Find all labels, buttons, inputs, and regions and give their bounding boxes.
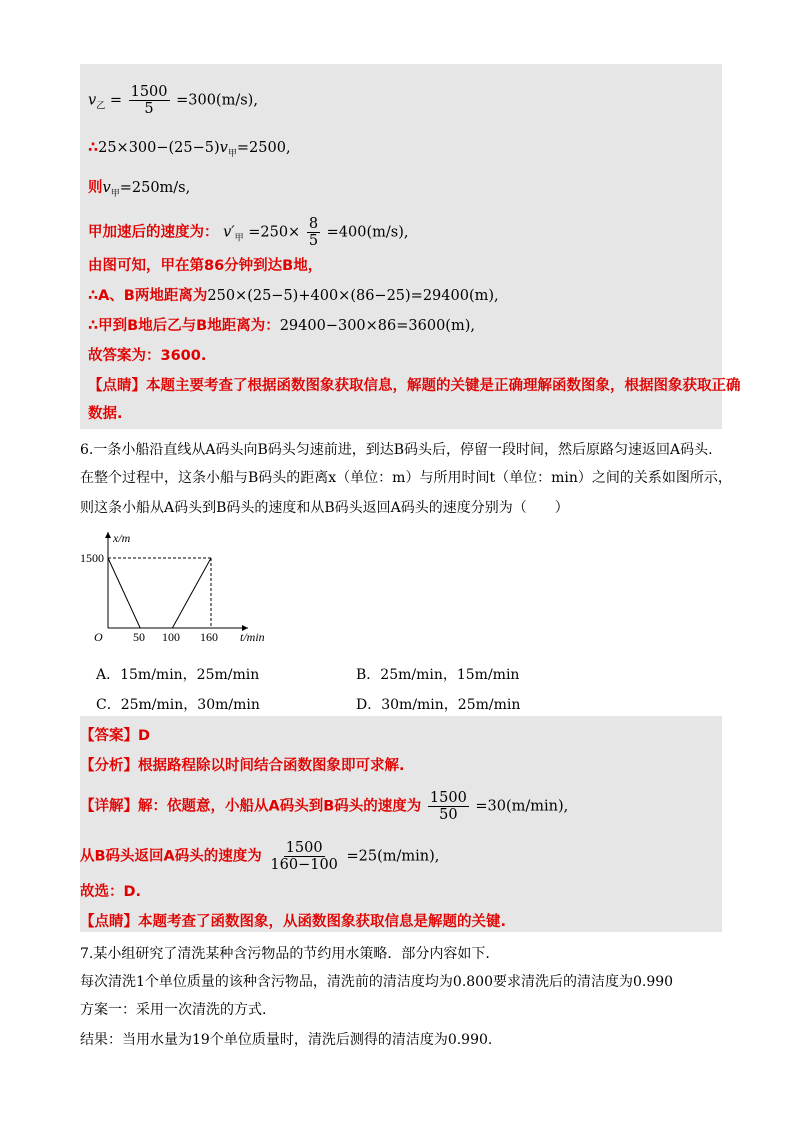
- equals: =: [109, 92, 122, 109]
- question7-line-2: 每次清洗1个单位质量的该种含污物品，清洗前的清洁度均为0.800要求清洗后的清洁度为0.990: [80, 974, 674, 990]
- distance-time-graph: [80, 528, 300, 643]
- fraction-8-5: [307, 216, 320, 249]
- therefore-sign: ∴: [88, 140, 99, 156]
- solution-line-6: [88, 286, 499, 306]
- option-c: C．25m/min，30m/min: [96, 697, 260, 713]
- comment-line: 【点睛】本题考查了函数图象，从函数图象获取信息是解题的关键.: [80, 914, 507, 930]
- question6-line-2: 在整个过程中，这条小船与B码头的距离x（单位：m）与所用时间t（单位：min）之间的关系如图所示，: [80, 470, 732, 486]
- x-tick-160: 160: [200, 630, 218, 643]
- answer-line: 【答案】D: [80, 728, 151, 744]
- comment-line-2: 数据.: [88, 406, 123, 422]
- sub-jia: 甲: [234, 233, 244, 244]
- solution-answer: 故答案为：3600.: [88, 348, 207, 364]
- expr: 25×300−(25−5): [98, 140, 220, 156]
- expr-tail: =30(m/min),: [475, 798, 569, 815]
- comment-line-1: 【点睛】本题主要考查了根据函数图象获取信息，解题的关键是正确理解函数图象，根据图象获取正确: [88, 378, 741, 394]
- x-tick-50: 50: [133, 630, 145, 643]
- sub-jia: 甲: [110, 188, 120, 199]
- var-v: v: [219, 140, 228, 156]
- label: 从B码头返回A码头的速度为: [80, 848, 262, 865]
- option-d: D．30m/min，25m/min: [356, 697, 521, 713]
- answer-block: [80, 716, 722, 932]
- frac-den: 5: [308, 233, 319, 249]
- option-a: A．15m/min，25m/min: [96, 667, 260, 683]
- solution-line-5: 由图可知，甲在第86分钟到达B地，: [88, 258, 323, 274]
- y-axis-label: x/m: [113, 531, 131, 545]
- question7-line-3: 方案一：采用一次清洗的方式.: [80, 1002, 267, 1018]
- detail-line: [80, 790, 568, 823]
- x-axis-label: t/min: [240, 630, 265, 643]
- expr-mid: =250×: [248, 224, 301, 241]
- option-b: B．25m/min，15m/min: [356, 667, 520, 683]
- series-segment-3: [172, 558, 211, 628]
- var-v: v: [102, 180, 111, 196]
- expr: 250×(25−5)+400×(86−25)=29400(m),: [207, 288, 499, 304]
- sub-yi: 乙: [96, 101, 106, 112]
- frac-num: 1500: [285, 840, 323, 856]
- back-speed-line: [80, 840, 439, 873]
- expr-tail: =25(m/min),: [346, 848, 440, 865]
- solution-line-4: [88, 216, 408, 249]
- var-v-prime: v′: [223, 224, 235, 241]
- x-tick-100: 100: [162, 630, 180, 643]
- solution-line-7: [88, 316, 475, 336]
- frac-num: 1500: [130, 84, 168, 100]
- expr-tail: =250m/s,: [119, 180, 191, 196]
- frac-den: 5: [144, 101, 154, 117]
- y-tick-1500: 1500: [80, 551, 104, 565]
- series-group: [108, 558, 211, 628]
- choose-line: 故选：D.: [80, 884, 142, 900]
- sub-jia: 甲: [227, 148, 237, 159]
- fraction-1500-60: [268, 840, 340, 873]
- question7-line-1: 7.某小组研究了清洗某种含污物品的节约用水策略．部分内容如下.: [80, 946, 490, 962]
- frac-den: 160−100: [270, 857, 338, 873]
- expr-tail: =400(m/s),: [326, 224, 409, 241]
- analysis-line: 【分析】根据路程除以时间结合函数图象即可求解.: [80, 758, 405, 774]
- expr-tail: =2500,: [236, 140, 291, 156]
- solution-line-3: [88, 178, 190, 204]
- expr: 29400−300×86=3600(m),: [279, 318, 475, 334]
- solution-line-1: [88, 84, 258, 117]
- frac-num: 8: [308, 216, 319, 232]
- question6-line-1: 6.一条小船沿直线从A码头向B码头匀速前进，到达B码头后，停留一段时间，然后原路匀速返回A码头.: [80, 442, 713, 458]
- expr-tail: =300(m/s),: [176, 92, 258, 109]
- label: 则: [88, 180, 103, 196]
- y-axis-arrow: [105, 532, 111, 538]
- solution-line-2: [88, 138, 291, 164]
- origin-label: O: [94, 630, 103, 643]
- fraction-1500-50: [428, 790, 469, 823]
- question7-line-4: 结果：当用水量为19个单位质量时，清洗后测得的清洁度为0.990.: [80, 1032, 493, 1048]
- series-segment-1: [108, 558, 140, 628]
- frac-num: 1500: [429, 790, 467, 806]
- fraction-1500-5: [129, 84, 170, 117]
- label: ∴甲到B地后乙与B地距离为：: [88, 318, 280, 334]
- label: 甲加速后的速度为：: [88, 224, 219, 241]
- label: ∴A、B两地距离为: [88, 288, 208, 304]
- frac-den: 50: [439, 807, 458, 823]
- var-v: v: [88, 92, 97, 109]
- label: 【详解】解：依题意，小船从A码头到B码头的速度为: [80, 798, 422, 815]
- question6-line-3: 则这条小船从A码头到B码头的速度和从B码头返回A码头的速度分别为（ ）: [80, 500, 569, 516]
